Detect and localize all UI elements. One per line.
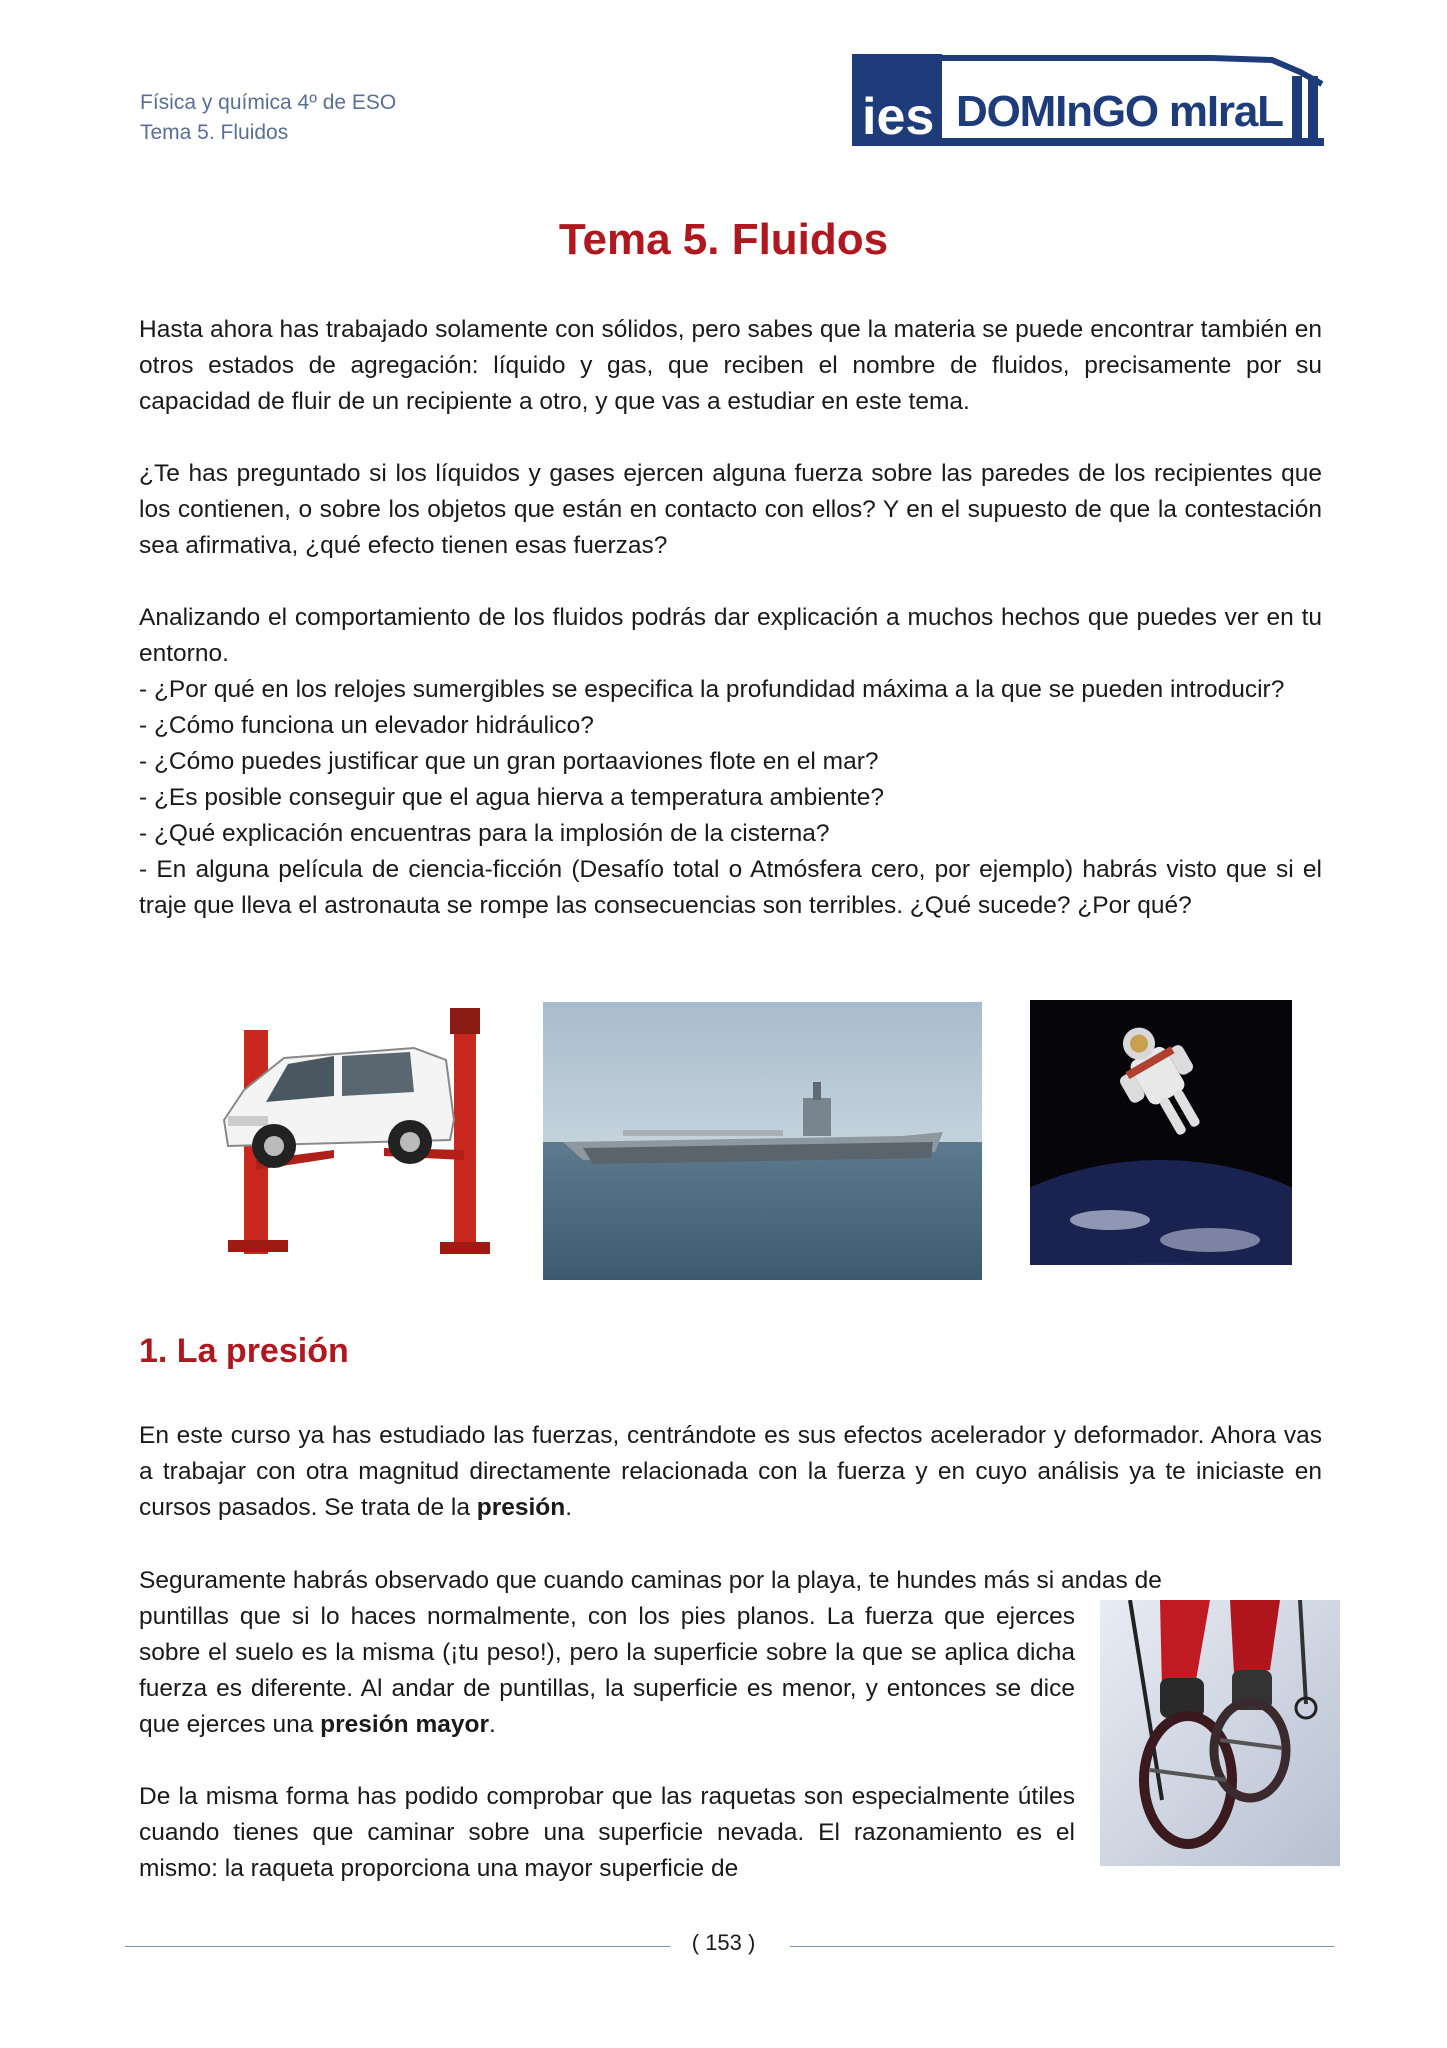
section1-paragraph-2-first-line: Seguramente habrás observado que cuando caminas por la playa, te hundes más si andas de <box>139 1567 1162 1594</box>
section1-paragraph-2: puntillas que si lo haces normalmente, con los pies planos. La fuerza que ejerces sobre el suelo es la misma (¡tu peso!), pero la superficie sobre la que se aplica dicha fuerza es diferente. Al andar de puntillas, la superficie es menor, y entonces se dice que ejerces una presión mayor. <box>139 1603 1075 1738</box>
running-header <box>140 88 396 148</box>
question-item: - ¿Por qué en los relojes sumergibles se especifica la profundidad máxima a la que se pueden introducir? <box>139 676 1285 703</box>
logo-ies-text: ies <box>862 88 935 146</box>
intro-paragraph-3: Analizando el comportamiento de los fluidos podrás dar explicación a muchos hechos que puedes ver en tu entorno. - ¿Por qué en los relojes sumergibles se especifica la profundidad máxima a la que se pueden introducir? - ¿Cómo funciona un elevador hidráulico? - ¿Cómo puedes justificar que un gran portaaviones flote en el mar? - ¿Es posible conseguir que el agua hierva a temperatura ambiente? - ¿Qué explicación encuentras para la implosión de la cisterna? - En alguna película de ciencia-ficción (Desafío total o Atmósfera cero, por ejemplo) habrás visto que si el traje que lleva el astronauta se rompe las consecuencias son terribles. ¿Qué sucede? ¿Por qué? <box>139 600 1322 924</box>
snowshoe-photo <box>1100 1600 1340 1866</box>
intro-paragraph-1: Hasta ahora has trabajado solamente con sólidos, pero sabes que la materia se puede encontrar también en otros estados de agregación: líquido y gas, que reciben el nombre de fluidos, precisamente por su capacidad de fluir de un recipiente a otro, y que vas a estudiar en este tema. <box>139 316 1322 415</box>
section-heading: 1. La presión <box>139 1332 349 1370</box>
page-title: Tema 5. Fluidos <box>558 215 889 264</box>
question-item: - En alguna película de ciencia-ficción (Desafío total o Atmósfera cero, por ejemplo) habrás visto que si el traje que lleva el astronauta se rompe las consecuencias son terribles. ¿Qué sucede? ¿Por qué? <box>139 856 1322 919</box>
school-logo <box>852 54 1326 146</box>
logo-name-text: DOMInGO mIraL <box>956 87 1284 136</box>
section1-paragraph-1: En este curso ya has estudiado las fuerzas, centrándote es sus efectos acelerador y deformador. Ahora vas a trabajar con otra magnitud directamente relacionada con la fuerza y en cuyo análisis ya te iniciaste en cursos pasados. Se trata de la presión. <box>139 1422 1322 1521</box>
astronaut-photo <box>1030 1000 1292 1265</box>
bold-term: presión mayor <box>320 1711 489 1738</box>
question-item: - ¿Cómo puedes justificar que un gran portaaviones flote en el mar? <box>139 748 879 775</box>
question-item: - ¿Es posible conseguir que el agua hierva a temperatura ambiente? <box>139 784 884 811</box>
subject-line: Física y química 4º de ESO <box>140 91 397 114</box>
question-item: - ¿Cómo funciona un elevador hidráulico? <box>139 712 594 739</box>
page-number: ( 153 ) <box>691 1930 756 1955</box>
intro-paragraph-2: ¿Te has preguntado si los líquidos y gases ejercen alguna fuerza sobre las paredes de los recipientes que los contienen, o sobre los objetos que están en contacto con ellos? Y en el supuesto de que la contestación sea afirmativa, ¿qué efecto tienen esas fuerzas? <box>139 460 1322 559</box>
section1-paragraph-3: De la misma forma has podido comprobar que las raquetas son especialmente útiles cuando tienes que caminar sobre una superficie nevada. El razonamiento es el mismo: la raqueta proporciona una mayor superficie de <box>139 1783 1075 1882</box>
hydraulic-lift-photo <box>214 1000 494 1268</box>
question-item: - ¿Qué explicación encuentras para la implosión de la cisterna? <box>139 820 830 847</box>
topic-line: Tema 5. Fluidos <box>140 121 289 144</box>
bold-term: presión <box>476 1494 566 1521</box>
aircraft-carrier-photo <box>543 1002 982 1280</box>
